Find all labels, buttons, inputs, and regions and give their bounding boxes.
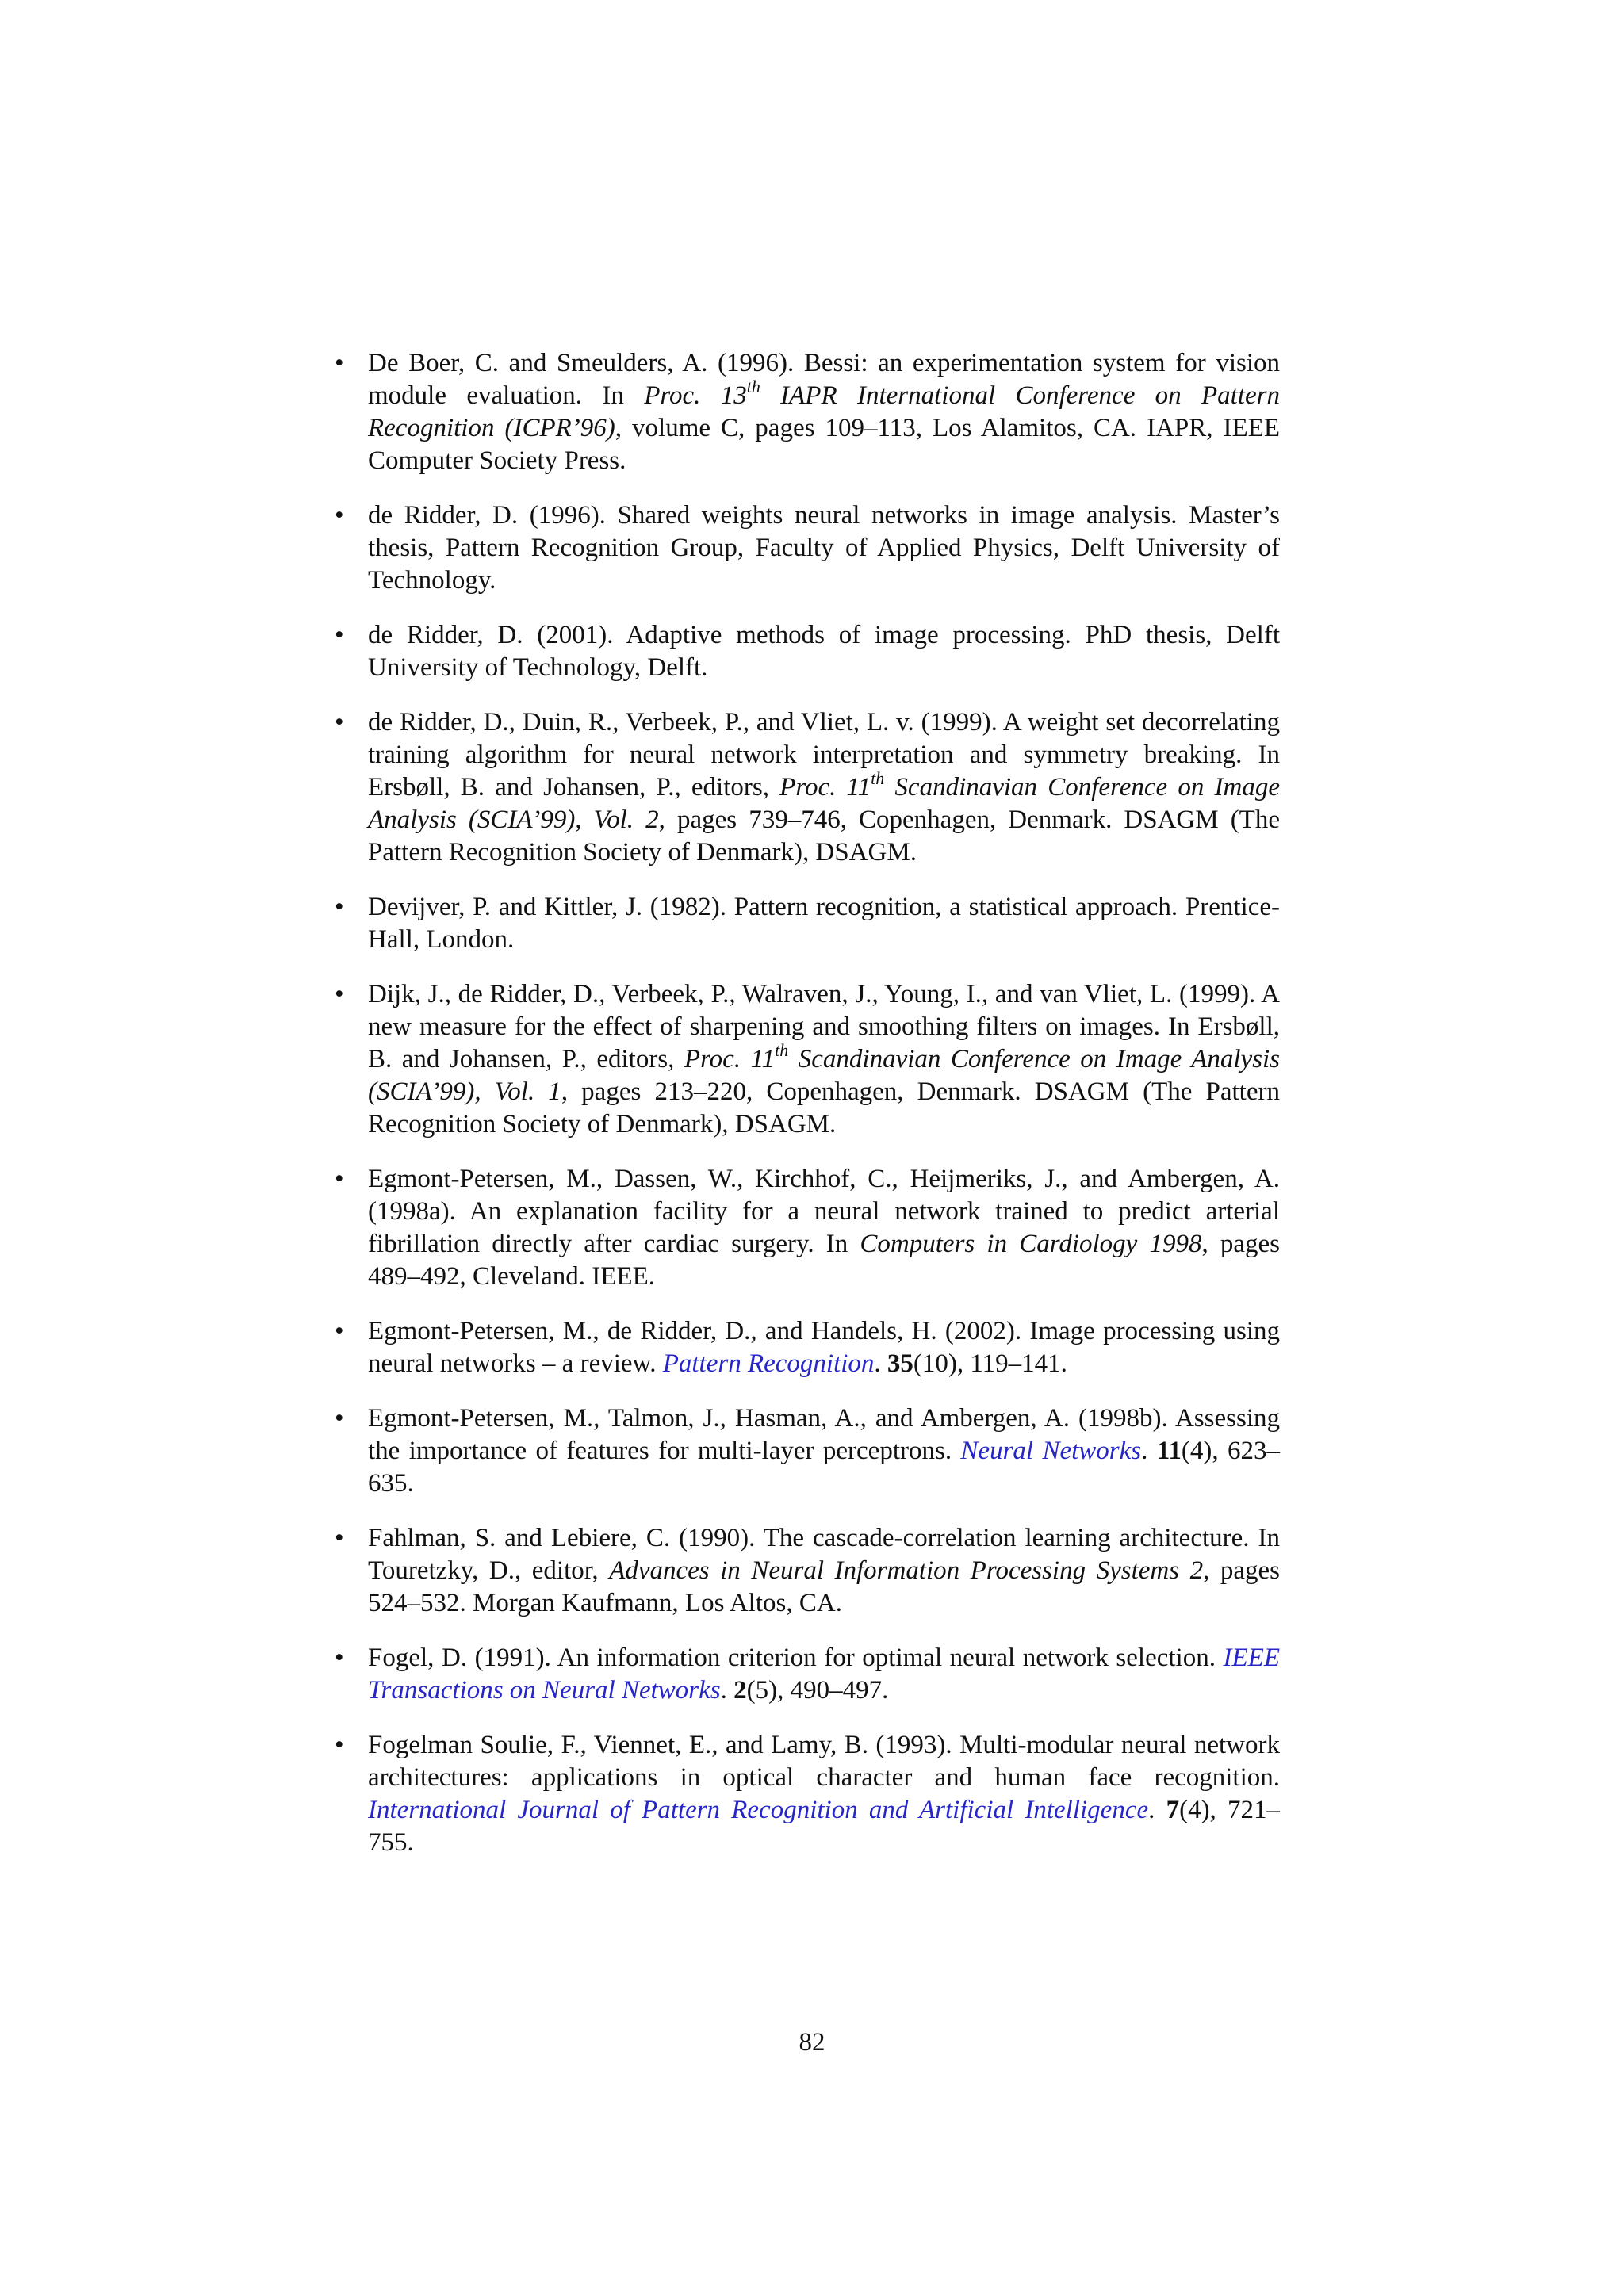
reference-text: , volume C, pages 109–113, Los Alamitos, CA. IAPR, IEEE Computer Society Press. bbox=[368, 414, 1280, 475]
reference-volume: 2 bbox=[733, 1676, 747, 1705]
reference-text: (10), 119–141. bbox=[913, 1349, 1067, 1378]
reference-volume: 11 bbox=[1156, 1437, 1182, 1465]
reference-text: de Ridder, D., Duin, R., Verbeek, P., and Vliet, L. v. (1999). A weight set decorrelating training algorithm for neural network interpretation and symmetry breaking. In Ersbøll, B. and Johansen, P., editors, bbox=[368, 708, 1280, 802]
page-number: 82 bbox=[799, 2028, 825, 2057]
reference-text: Egmont-Petersen, M., de Ridder, D., and Handels, H. (2002). Image processing using neural networks – a review. bbox=[368, 1317, 1280, 1378]
reference-text: De Boer, C. and Smeulders, A. (1996). Bessi: an experimentation system for vision module evaluation. In bbox=[368, 349, 1280, 410]
reference-text: (5), 490–497. bbox=[746, 1676, 889, 1705]
reference-item bbox=[335, 1642, 1280, 1707]
bullet-icon: • bbox=[335, 349, 344, 377]
reference-superscript: th bbox=[775, 1040, 789, 1060]
reference-text: , pages 739–746, Copenhagen, Denmark. DSAGM (The Pattern Recognition Society of Denmark), DSAGM. bbox=[368, 806, 1280, 867]
reference-item bbox=[335, 891, 1280, 956]
reference-venue: Scandinavian Conference on Image Analysis (SCIA’99), Vol. 1 bbox=[368, 1045, 1280, 1106]
reference-item bbox=[335, 1315, 1280, 1380]
reference-item bbox=[335, 499, 1280, 597]
reference-text: Egmont-Petersen, M., Talmon, J., Hasman, A., and Ambergen, A. (1998b). Assessing the importance of features for multi-layer perceptrons. bbox=[368, 1404, 1280, 1465]
reference-text: . bbox=[874, 1349, 887, 1378]
bullet-icon: • bbox=[335, 893, 344, 921]
reference-item bbox=[335, 1163, 1280, 1293]
journal-link[interactable]: Pattern Recognition bbox=[662, 1349, 875, 1378]
reference-superscript: th bbox=[871, 768, 885, 788]
bullet-icon: • bbox=[335, 708, 344, 737]
reference-venue: Proc. 13 bbox=[644, 381, 747, 410]
bullet-icon: • bbox=[335, 621, 344, 649]
bullet-icon: • bbox=[335, 1524, 344, 1552]
reference-text: Fogel, D. (1991). An information criterion for optimal neural network selection. bbox=[368, 1644, 1224, 1672]
bullet-icon: • bbox=[335, 1165, 344, 1193]
reference-text: . bbox=[720, 1676, 734, 1705]
reference-text: (4), 721–755. bbox=[368, 1796, 1281, 1857]
reference-text: , pages 213–220, Copenhagen, Denmark. DSAGM (The Pattern Recognition Society of Denmark), DSAGM. bbox=[368, 1077, 1280, 1138]
reference-text: Devijver, P. and Kittler, J. (1982). Pattern recognition, a statistical approach. Prentice-Hall, London. bbox=[368, 893, 1280, 954]
reference-volume: 35 bbox=[887, 1349, 914, 1378]
bullet-icon: • bbox=[335, 980, 344, 1008]
reference-item bbox=[335, 1729, 1281, 1859]
reference-text: Fahlman, S. and Lebiere, C. (1990). The cascade-correlation learning architecture. In Touretzky, D., editor, bbox=[368, 1524, 1280, 1585]
reference-item bbox=[335, 619, 1280, 684]
reference-text: Fogelman Soulie, F., Viennet, E., and Lamy, B. (1993). Multi-modular neural network architectures: applications in optical character and human face recognition. bbox=[368, 1731, 1280, 1792]
reference-item bbox=[335, 1522, 1280, 1620]
reference-text: de Ridder, D. (1996). Shared weights neural networks in image analysis. Master’s thesis, Pattern Recognition Group, Faculty of Applied Physics, Delft University of Technology. bbox=[368, 501, 1280, 595]
journal-link[interactable]: International Journal of Pattern Recognition and Artificial Intelligence bbox=[368, 1796, 1149, 1824]
reference-item bbox=[335, 347, 1280, 477]
reference-volume: 7 bbox=[1166, 1796, 1180, 1824]
reference-text: (4), 623–635. bbox=[368, 1437, 1281, 1498]
reference-venue: Proc. 11 bbox=[779, 773, 871, 802]
reference-text: . bbox=[1148, 1796, 1166, 1824]
journal-link[interactable]: Neural Networks bbox=[960, 1437, 1142, 1465]
reference-superscript: th bbox=[746, 377, 760, 396]
reference-list bbox=[0, 347, 1624, 1881]
reference-text: de Ridder, D. (2001). Adaptive methods of image processing. PhD thesis, Delft University of Technology, Delft. bbox=[368, 621, 1280, 682]
reference-text: Egmont-Petersen, M., Dassen, W., Kirchhof, C., Heijmeriks, J., and Ambergen, A. (1998a). An explanation facility for a neural network trained to predict arterial fibrillation directly after cardiac surgery. In bbox=[368, 1165, 1280, 1258]
reference-text: , pages 524–532. Morgan Kaufmann, Los Altos, CA. bbox=[368, 1556, 1280, 1617]
bullet-icon: • bbox=[335, 1317, 344, 1345]
reference-text: , pages 489–492, Cleveland. IEEE. bbox=[368, 1230, 1280, 1291]
bullet-icon: • bbox=[335, 501, 344, 530]
reference-venue: Advances in Neural Information Processing Systems 2 bbox=[609, 1556, 1204, 1585]
reference-text: . bbox=[1141, 1437, 1157, 1465]
journal-link[interactable]: IEEE Transactions on Neural Networks bbox=[368, 1644, 1280, 1705]
reference-venue: Proc. 11 bbox=[684, 1045, 776, 1073]
reference-venue: IAPR International Conference on Pattern Recognition (ICPR’96) bbox=[368, 381, 1280, 442]
bullet-icon: • bbox=[335, 1404, 344, 1433]
reference-item bbox=[335, 1402, 1281, 1500]
reference-venue: Scandinavian Conference on Image Analysis (SCIA’99), Vol. 2 bbox=[368, 773, 1280, 834]
reference-text: Dijk, J., de Ridder, D., Verbeek, P., Walraven, J., Young, I., and van Vliet, L. (1999). A new measure for the effect of sharpening and smoothing filters on images. In Ersbøll, B. and Johansen, P., editors, bbox=[368, 980, 1280, 1073]
reference-item bbox=[335, 978, 1280, 1141]
reference-venue: Computers in Cardiology 1998 bbox=[860, 1230, 1202, 1258]
bullet-icon: • bbox=[335, 1731, 344, 1759]
bullet-icon: • bbox=[335, 1644, 344, 1672]
reference-item bbox=[335, 706, 1280, 869]
